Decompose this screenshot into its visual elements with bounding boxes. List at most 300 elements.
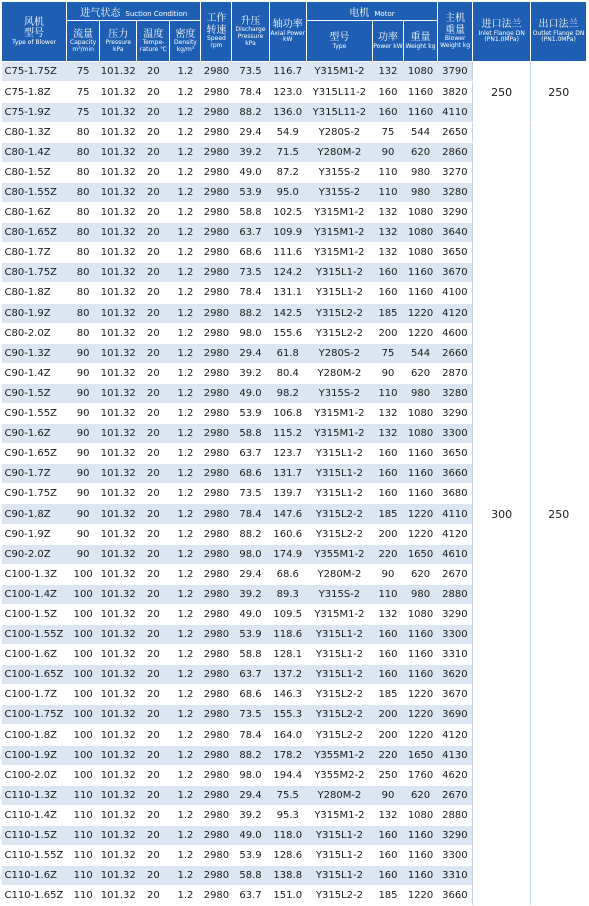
cell-speed: 2980 (201, 283, 232, 303)
cell-speed: 2980 (201, 785, 232, 805)
header-inlet-flange: 进口法兰 Inlet Flange DN (PN1.0MPa) (473, 2, 531, 62)
cell-motor-weight: 1080 (403, 604, 437, 624)
cell-axial-power: 54.9 (269, 122, 306, 142)
cell-axial-power: 194.4 (269, 765, 306, 785)
cell-blower-weight: 3660 (438, 886, 473, 906)
cell-temperature: 20 (137, 825, 170, 845)
cell-flow: 100 (67, 584, 100, 604)
cell-pressure: 101.32 (100, 283, 137, 303)
cell-motor-power: 160 (372, 464, 403, 484)
cell-discharge: 98.0 (232, 544, 269, 564)
cell-blower-type: C100-1.4Z (2, 584, 67, 604)
cell-blower-weight: 3670 (438, 685, 473, 705)
cell-pressure: 101.32 (100, 705, 137, 725)
cell-pressure: 101.32 (100, 444, 137, 464)
cell-flow: 90 (67, 403, 100, 423)
cell-flow: 90 (67, 484, 100, 504)
header-motor-type: 型号 Type (306, 21, 372, 62)
cell-speed: 2980 (201, 805, 232, 825)
cell-speed: 2980 (201, 665, 232, 685)
cell-density: 1.2 (170, 805, 201, 825)
header-blower-weight: 主机 重量 Blower Weight kg (438, 2, 473, 62)
cell-speed: 2980 (201, 343, 232, 363)
cell-motor-type: Y315L1-2 (306, 665, 372, 685)
cell-speed: 2980 (201, 484, 232, 504)
cell-motor-power: 90 (372, 363, 403, 383)
cell-speed: 2980 (201, 524, 232, 544)
cell-density: 1.2 (170, 303, 201, 323)
header-outlet-flange: 出口法兰 Outlet Flange DN (PN1.0MPa) (531, 2, 587, 62)
cell-blower-type: C90-1.9Z (2, 524, 67, 544)
cell-discharge: 78.4 (232, 283, 269, 303)
cell-discharge: 68.6 (232, 243, 269, 263)
cell-blower-weight: 3280 (438, 383, 473, 403)
cell-speed: 2980 (201, 203, 232, 223)
cell-discharge: 78.4 (232, 82, 269, 102)
cell-motor-type: Y280S-2 (306, 122, 372, 142)
cell-speed: 2980 (201, 363, 232, 383)
cell-blower-type: C100-1.6Z (2, 645, 67, 665)
cell-blower-weight: 3820 (438, 82, 473, 102)
cell-blower-type: C80-1.3Z (2, 122, 67, 142)
cell-flow: 100 (67, 665, 100, 685)
header-motor-weight: 重量 Weight kg (403, 21, 437, 62)
cell-density: 1.2 (170, 343, 201, 363)
cell-flow: 90 (67, 504, 100, 524)
cell-discharge: 29.4 (232, 343, 269, 363)
cell-motor-type: Y315L11-2 (306, 82, 372, 102)
cell-motor-type: Y315S-2 (306, 584, 372, 604)
cell-blower-type: C110-1.65Z (2, 886, 67, 906)
cell-motor-weight: 1160 (403, 866, 437, 886)
cell-discharge: 39.2 (232, 142, 269, 162)
cell-flow: 80 (67, 122, 100, 142)
cell-pressure: 101.32 (100, 785, 137, 805)
cell-flow: 90 (67, 524, 100, 544)
cell-temperature: 20 (137, 805, 170, 825)
cell-blower-weight: 2650 (438, 122, 473, 142)
cell-blower-type: C90-1.3Z (2, 343, 67, 363)
cell-density: 1.2 (170, 745, 201, 765)
cell-axial-power: 137.2 (269, 665, 306, 685)
cell-motor-type: Y315L2-2 (306, 303, 372, 323)
cell-motor-type: Y315L1-2 (306, 625, 372, 645)
cell-blower-type: C100-1.5Z (2, 604, 67, 624)
cell-axial-power: 109.5 (269, 604, 306, 624)
cell-motor-type: Y355M1-2 (306, 544, 372, 564)
cell-temperature: 20 (137, 544, 170, 564)
cell-speed: 2980 (201, 122, 232, 142)
cell-density: 1.2 (170, 162, 201, 182)
cell-flow: 110 (67, 785, 100, 805)
cell-pressure: 101.32 (100, 424, 137, 444)
cell-blower-type: C80-1.9Z (2, 303, 67, 323)
cell-motor-power: 132 (372, 62, 403, 82)
cell-flow: 80 (67, 283, 100, 303)
cell-motor-weight: 1080 (403, 805, 437, 825)
cell-motor-weight: 1080 (403, 62, 437, 82)
header-pressure: 压力 Pressure kPa (100, 21, 137, 62)
cell-axial-power: 174.9 (269, 544, 306, 564)
cell-motor-power: 132 (372, 604, 403, 624)
cell-discharge: 68.6 (232, 464, 269, 484)
cell-flow: 100 (67, 564, 100, 584)
cell-density: 1.2 (170, 665, 201, 685)
cell-pressure: 101.32 (100, 142, 137, 162)
cell-flow: 100 (67, 625, 100, 645)
cell-axial-power: 111.6 (269, 243, 306, 263)
header-axial-power: 轴功率 Axial Power kW (269, 2, 306, 62)
cell-flow: 80 (67, 182, 100, 202)
cell-flow: 90 (67, 544, 100, 564)
cell-temperature: 20 (137, 162, 170, 182)
cell-density: 1.2 (170, 323, 201, 343)
cell-speed: 2980 (201, 303, 232, 323)
cell-motor-weight: 1160 (403, 846, 437, 866)
cell-blower-weight: 3280 (438, 182, 473, 202)
cell-motor-power: 185 (372, 303, 403, 323)
cell-blower-weight: 4110 (438, 504, 473, 524)
cell-motor-type: Y315M1-2 (306, 604, 372, 624)
cell-speed: 2980 (201, 182, 232, 202)
cell-blower-weight: 3670 (438, 263, 473, 283)
cell-speed: 2980 (201, 886, 232, 906)
cell-density: 1.2 (170, 584, 201, 604)
cell-density: 1.2 (170, 464, 201, 484)
cell-motor-power: 160 (372, 625, 403, 645)
cell-temperature: 20 (137, 584, 170, 604)
table-row (2, 62, 587, 82)
inlet-flange-value: 250 (473, 62, 531, 122)
cell-pressure: 101.32 (100, 725, 137, 745)
cell-motor-power: 160 (372, 846, 403, 866)
cell-motor-type: Y315M1-2 (306, 805, 372, 825)
cell-speed: 2980 (201, 504, 232, 524)
cell-motor-weight: 980 (403, 162, 437, 182)
cell-pressure: 101.32 (100, 484, 137, 504)
cell-blower-type: C100-1.3Z (2, 564, 67, 584)
cell-flow: 90 (67, 444, 100, 464)
cell-density: 1.2 (170, 102, 201, 122)
cell-axial-power: 128.6 (269, 846, 306, 866)
cell-blower-type: C80-1.65Z (2, 223, 67, 243)
cell-temperature: 20 (137, 625, 170, 645)
cell-density: 1.2 (170, 62, 201, 82)
cell-blower-weight: 3270 (438, 162, 473, 182)
cell-axial-power: 80.4 (269, 363, 306, 383)
cell-motor-weight: 1220 (403, 685, 437, 705)
cell-flow: 90 (67, 343, 100, 363)
cell-blower-weight: 2880 (438, 584, 473, 604)
cell-blower-weight: 2660 (438, 343, 473, 363)
cell-flow: 90 (67, 424, 100, 444)
cell-blower-weight: 3790 (438, 62, 473, 82)
cell-motor-power: 110 (372, 162, 403, 182)
cell-pressure: 101.32 (100, 464, 137, 484)
cell-axial-power: 131.1 (269, 283, 306, 303)
cell-blower-weight: 3650 (438, 243, 473, 263)
cell-blower-weight: 3310 (438, 866, 473, 886)
cell-motor-weight: 980 (403, 182, 437, 202)
header-speed: 工作 转速 Speed rpm (201, 2, 232, 62)
cell-pressure: 101.32 (100, 162, 137, 182)
cell-motor-power: 160 (372, 484, 403, 504)
cell-blower-type: C90-1.75Z (2, 484, 67, 504)
cell-pressure: 101.32 (100, 122, 137, 142)
cell-speed: 2980 (201, 604, 232, 624)
cell-axial-power: 151.0 (269, 886, 306, 906)
cell-pressure: 101.32 (100, 604, 137, 624)
cell-density: 1.2 (170, 685, 201, 705)
cell-discharge: 73.5 (232, 484, 269, 504)
header-discharge: 升压 Discharge Pressure kPa (232, 2, 269, 62)
cell-blower-weight: 2870 (438, 363, 473, 383)
cell-density: 1.2 (170, 424, 201, 444)
header-temperature: 温度 Tempe-rature ℃ (137, 21, 170, 62)
cell-blower-weight: 4600 (438, 323, 473, 343)
cell-discharge: 39.2 (232, 363, 269, 383)
cell-temperature: 20 (137, 785, 170, 805)
cell-motor-weight: 1760 (403, 765, 437, 785)
cell-axial-power: 89.3 (269, 584, 306, 604)
cell-temperature: 20 (137, 866, 170, 886)
cell-motor-power: 200 (372, 705, 403, 725)
cell-speed: 2980 (201, 263, 232, 283)
cell-speed: 2980 (201, 544, 232, 564)
cell-pressure: 101.32 (100, 584, 137, 604)
cell-motor-power: 160 (372, 263, 403, 283)
cell-axial-power: 118.0 (269, 825, 306, 845)
cell-temperature: 20 (137, 765, 170, 785)
cell-motor-power: 132 (372, 243, 403, 263)
cell-motor-power: 250 (372, 765, 403, 785)
cell-speed: 2980 (201, 705, 232, 725)
cell-motor-weight: 1160 (403, 82, 437, 102)
cell-blower-weight: 4100 (438, 283, 473, 303)
cell-density: 1.2 (170, 544, 201, 564)
cell-blower-type: C80-1.6Z (2, 203, 67, 223)
cell-discharge: 53.9 (232, 182, 269, 202)
cell-motor-weight: 1080 (403, 223, 437, 243)
outlet-flange-value: 250 (531, 62, 587, 122)
table-body (2, 62, 587, 906)
cell-blower-weight: 4110 (438, 102, 473, 122)
cell-speed: 2980 (201, 323, 232, 343)
cell-flow: 90 (67, 464, 100, 484)
cell-motor-power: 200 (372, 725, 403, 745)
cell-blower-weight: 2670 (438, 785, 473, 805)
cell-motor-weight: 1650 (403, 544, 437, 564)
cell-flow: 100 (67, 604, 100, 624)
cell-axial-power: 95.0 (269, 182, 306, 202)
cell-blower-weight: 4620 (438, 765, 473, 785)
header-motor: 电机 Motor (306, 2, 437, 21)
cell-blower-type: C75-1.75Z (2, 62, 67, 82)
cell-temperature: 20 (137, 504, 170, 524)
cell-speed: 2980 (201, 82, 232, 102)
cell-discharge: 63.7 (232, 886, 269, 906)
cell-blower-weight: 2880 (438, 805, 473, 825)
cell-discharge: 29.4 (232, 785, 269, 805)
cell-density: 1.2 (170, 223, 201, 243)
cell-flow: 75 (67, 82, 100, 102)
inlet-flange-value: 300 (473, 122, 531, 906)
cell-flow: 75 (67, 62, 100, 82)
cell-motor-weight: 1220 (403, 303, 437, 323)
cell-temperature: 20 (137, 323, 170, 343)
cell-speed: 2980 (201, 685, 232, 705)
cell-pressure: 101.32 (100, 303, 137, 323)
cell-speed: 2980 (201, 162, 232, 182)
cell-motor-type: Y280M-2 (306, 564, 372, 584)
cell-speed: 2980 (201, 464, 232, 484)
cell-speed: 2980 (201, 765, 232, 785)
cell-motor-power: 132 (372, 403, 403, 423)
cell-temperature: 20 (137, 484, 170, 504)
cell-axial-power: 95.3 (269, 805, 306, 825)
cell-temperature: 20 (137, 303, 170, 323)
cell-motor-type: Y315L1-2 (306, 444, 372, 464)
cell-motor-power: 132 (372, 424, 403, 444)
cell-axial-power: 155.3 (269, 705, 306, 725)
cell-temperature: 20 (137, 403, 170, 423)
cell-blower-weight: 3300 (438, 424, 473, 444)
cell-speed: 2980 (201, 725, 232, 745)
cell-pressure: 101.32 (100, 866, 137, 886)
cell-blower-type: C110-1.3Z (2, 785, 67, 805)
cell-discharge: 63.7 (232, 223, 269, 243)
cell-pressure: 101.32 (100, 223, 137, 243)
cell-flow: 100 (67, 645, 100, 665)
cell-blower-type: C100-1.8Z (2, 725, 67, 745)
cell-density: 1.2 (170, 363, 201, 383)
cell-speed: 2980 (201, 383, 232, 403)
header-suction: 进气状态 Suction Condition (67, 2, 201, 21)
cell-density: 1.2 (170, 203, 201, 223)
cell-motor-weight: 1220 (403, 705, 437, 725)
cell-density: 1.2 (170, 846, 201, 866)
cell-temperature: 20 (137, 383, 170, 403)
table-row (2, 122, 587, 142)
cell-blower-weight: 3290 (438, 403, 473, 423)
cell-flow: 100 (67, 765, 100, 785)
cell-axial-power: 118.6 (269, 625, 306, 645)
cell-motor-type: Y315L2-2 (306, 524, 372, 544)
cell-pressure: 101.32 (100, 403, 137, 423)
cell-motor-type: Y315L2-2 (306, 886, 372, 906)
cell-density: 1.2 (170, 263, 201, 283)
cell-blower-type: C110-1.55Z (2, 846, 67, 866)
cell-axial-power: 124.2 (269, 263, 306, 283)
cell-flow: 80 (67, 162, 100, 182)
cell-motor-power: 200 (372, 323, 403, 343)
cell-motor-type: Y315L2-2 (306, 504, 372, 524)
cell-flow: 110 (67, 846, 100, 866)
cell-discharge: 88.2 (232, 102, 269, 122)
cell-pressure: 101.32 (100, 263, 137, 283)
cell-blower-type: C100-1.7Z (2, 685, 67, 705)
cell-pressure: 101.32 (100, 182, 137, 202)
cell-pressure: 101.32 (100, 504, 137, 524)
cell-pressure: 101.32 (100, 62, 137, 82)
cell-motor-weight: 620 (403, 564, 437, 584)
cell-density: 1.2 (170, 182, 201, 202)
cell-density: 1.2 (170, 564, 201, 584)
cell-pressure: 101.32 (100, 343, 137, 363)
cell-speed: 2980 (201, 102, 232, 122)
cell-motor-type: Y315M1-2 (306, 403, 372, 423)
cell-blower-weight: 4120 (438, 725, 473, 745)
cell-pressure: 101.32 (100, 745, 137, 765)
cell-flow: 80 (67, 323, 100, 343)
cell-blower-type: C80-1.8Z (2, 283, 67, 303)
cell-flow: 80 (67, 243, 100, 263)
cell-blower-type: C100-1.9Z (2, 745, 67, 765)
cell-density: 1.2 (170, 283, 201, 303)
cell-blower-weight: 4610 (438, 544, 473, 564)
cell-axial-power: 155.6 (269, 323, 306, 343)
cell-motor-type: Y280M-2 (306, 785, 372, 805)
cell-flow: 100 (67, 685, 100, 705)
cell-motor-type: Y315L2-2 (306, 685, 372, 705)
cell-temperature: 20 (137, 685, 170, 705)
cell-blower-type: C90-1.7Z (2, 464, 67, 484)
cell-speed: 2980 (201, 745, 232, 765)
cell-temperature: 20 (137, 243, 170, 263)
cell-motor-type: Y280M-2 (306, 363, 372, 383)
cell-pressure: 101.32 (100, 765, 137, 785)
cell-motor-weight: 1080 (403, 424, 437, 444)
cell-flow: 90 (67, 363, 100, 383)
cell-motor-weight: 1220 (403, 886, 437, 906)
cell-temperature: 20 (137, 62, 170, 82)
cell-motor-weight: 1080 (403, 203, 437, 223)
cell-density: 1.2 (170, 122, 201, 142)
cell-motor-weight: 980 (403, 383, 437, 403)
cell-motor-weight: 1160 (403, 645, 437, 665)
cell-motor-type: Y315L1-2 (306, 846, 372, 866)
cell-pressure: 101.32 (100, 524, 137, 544)
cell-blower-weight: 3650 (438, 444, 473, 464)
cell-motor-weight: 1160 (403, 825, 437, 845)
cell-blower-type: C90-1.5Z (2, 383, 67, 403)
cell-blower-weight: 3690 (438, 705, 473, 725)
cell-blower-type: C90-2.0Z (2, 544, 67, 564)
cell-pressure: 101.32 (100, 243, 137, 263)
cell-blower-type: C110-1.6Z (2, 866, 67, 886)
cell-speed: 2980 (201, 223, 232, 243)
cell-axial-power: 71.5 (269, 142, 306, 162)
cell-temperature: 20 (137, 102, 170, 122)
cell-axial-power: 160.6 (269, 524, 306, 544)
cell-flow: 90 (67, 383, 100, 403)
cell-discharge: 49.0 (232, 383, 269, 403)
cell-discharge: 49.0 (232, 604, 269, 624)
cell-discharge: 58.8 (232, 866, 269, 886)
cell-flow: 110 (67, 866, 100, 886)
cell-discharge: 29.4 (232, 122, 269, 142)
header-motor-power: 功率 Power kW (372, 21, 403, 62)
cell-blower-weight: 2860 (438, 142, 473, 162)
cell-axial-power: 146.3 (269, 685, 306, 705)
cell-motor-type: Y315M1-2 (306, 243, 372, 263)
cell-motor-type: Y315L1-2 (306, 464, 372, 484)
cell-density: 1.2 (170, 886, 201, 906)
cell-motor-type: Y315S-2 (306, 162, 372, 182)
cell-temperature: 20 (137, 263, 170, 283)
cell-motor-power: 132 (372, 805, 403, 825)
cell-speed: 2980 (201, 62, 232, 82)
